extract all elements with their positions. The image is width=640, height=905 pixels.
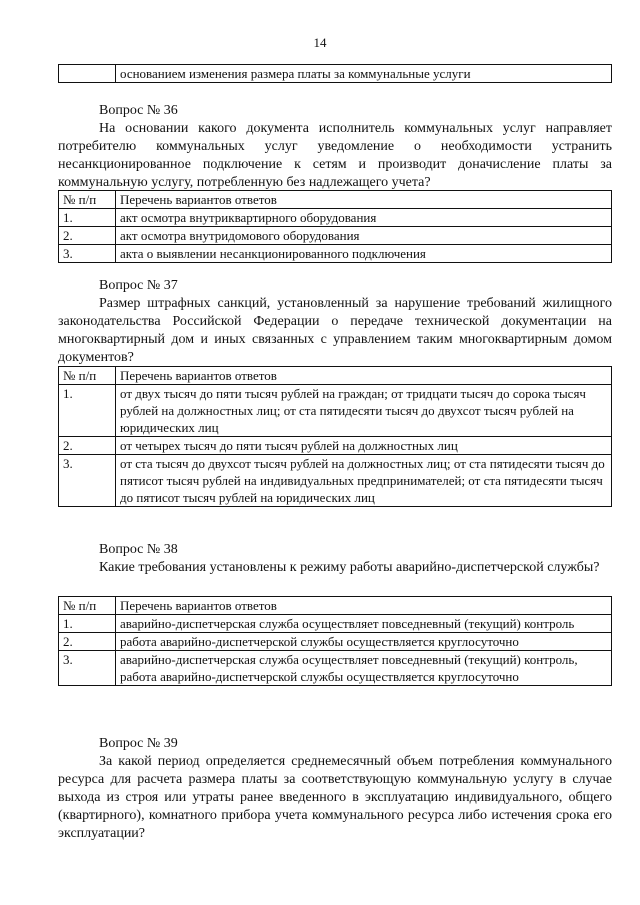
header-num: № п/п — [59, 191, 116, 209]
answer-text: аварийно-диспетчерская служба осуществляет повседневный (текущий) контроль — [116, 615, 612, 633]
answer-text: от четырех тысяч до пяти тысяч рублей на должностных лиц — [116, 437, 612, 455]
table-row — [59, 633, 612, 651]
table-row — [59, 227, 612, 245]
table-cell-answer: основанием изменения размера платы за коммунальные услуги — [116, 65, 612, 83]
table-row — [59, 245, 612, 263]
header-num: № п/п — [59, 367, 116, 385]
table-row — [59, 615, 612, 633]
question-38-title: Вопрос № 38 — [99, 542, 178, 557]
header-answers: Перечень вариантов ответов — [116, 367, 612, 385]
question-36-text: На основании какого документа исполнитель коммунальных услуг направляет потребителю коммунальных услуг уведомление о необходимости устранить несанкционированное подключение к сетям и производит доначисление платы за коммунальную услугу, потребленную без надлежащего учета? — [58, 121, 612, 190]
continuation-table — [58, 64, 612, 83]
table-header-row — [59, 191, 612, 209]
answer-num: 3. — [59, 651, 116, 686]
question-37-answers-table — [58, 366, 612, 507]
table-row — [59, 455, 612, 507]
question-38-text: Какие требования установлены к режиму работы аварийно-диспетчерской службы? — [99, 560, 600, 575]
question-37-title: Вопрос № 37 — [99, 278, 178, 293]
answer-text: акт осмотра внутриквартирного оборудования — [116, 209, 612, 227]
table-header-row — [59, 367, 612, 385]
question-36-title: Вопрос № 36 — [99, 103, 178, 118]
header-answers: Перечень вариантов ответов — [116, 191, 612, 209]
header-num: № п/п — [59, 597, 116, 615]
answer-text: акт осмотра внутридомового оборудования — [116, 227, 612, 245]
answer-text: аварийно-диспетчерская служба осуществляет повседневный (текущий) контроль, работа аварийно-диспетчерской службы осуществляется круглосуточно — [116, 651, 612, 686]
answer-text: от ста тысяч до двухсот тысяч рублей на должностных лиц; от ста пятидесяти тысяч до пятисот тысяч рублей на индивидуальных предпринимателей; от ста пятидесяти тысяч до пятисот тысяч рублей на юридических лиц — [116, 455, 612, 507]
table-cell-num — [59, 65, 116, 83]
table-row — [59, 651, 612, 686]
question-37-text: Размер штрафных санкций, установленный за нарушение требований жилищного законодательства Российской Федерации о передаче технической документации на многоквартирный дом и иных связанных с управлением таким многоквартирным домом документов? — [58, 296, 612, 365]
answer-num: 3. — [59, 245, 116, 263]
question-39-text: За какой период определяется среднемесячный объем потребления коммунального ресурса для расчета размера платы за соответствующую коммунальную услугу в случае выхода из строя или утраты ранее введенного в эксплуатацию индивидуального, общего (квартирного), комнатного прибора учета коммунального ресурса либо истечения срока его эксплуатации? — [58, 754, 612, 841]
answer-text: акта о выявлении несанкционированного подключения — [116, 245, 612, 263]
question-38-answers-table — [58, 596, 612, 686]
table-row — [59, 437, 612, 455]
table-row — [59, 385, 612, 437]
answer-num: 1. — [59, 209, 116, 227]
answer-num: 2. — [59, 437, 116, 455]
table-row — [59, 209, 612, 227]
question-39-title: Вопрос № 39 — [99, 736, 178, 751]
page-number: 14 — [313, 35, 327, 50]
table-header-row — [59, 597, 612, 615]
question-36-answers-table — [58, 190, 612, 263]
answer-text: от двух тысяч до пяти тысяч рублей на граждан; от тридцати тысяч до сорока тысяч рублей на должностных лиц; от ста пятидесяти тысяч до двухсот тысяч рублей на юридических лиц — [116, 385, 612, 437]
answer-num: 2. — [59, 633, 116, 651]
answer-num: 2. — [59, 227, 116, 245]
answer-num: 3. — [59, 455, 116, 507]
answer-text: работа аварийно-диспетчерской службы осуществляется круглосуточно — [116, 633, 612, 651]
answer-num: 1. — [59, 385, 116, 437]
table-row — [59, 65, 612, 83]
answer-num: 1. — [59, 615, 116, 633]
header-answers: Перечень вариантов ответов — [116, 597, 612, 615]
